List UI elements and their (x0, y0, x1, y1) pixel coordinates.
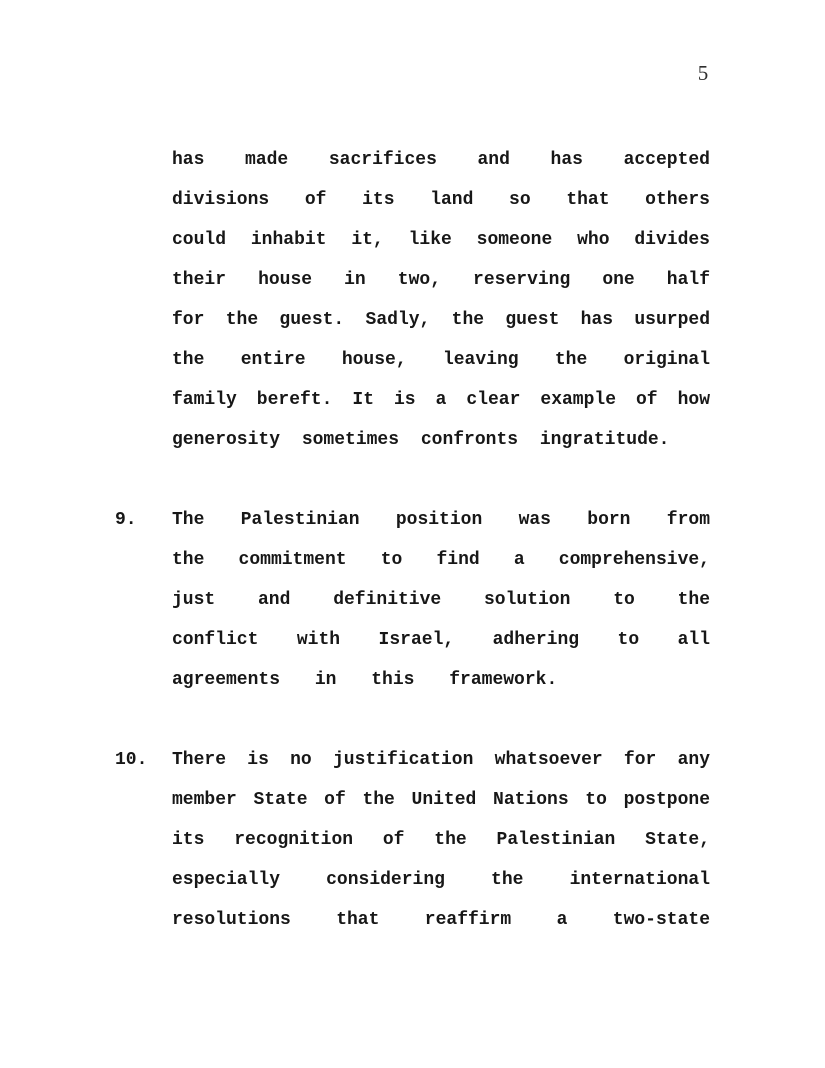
text-line: member State of the United Nations to postpone (172, 790, 710, 810)
text-line: its recognition of the Palestinian State, (172, 830, 710, 850)
text-line: their house in two, reserving one half (172, 270, 710, 290)
text-line: just and definitive solution to the (172, 590, 710, 610)
text-line: could inhabit it, like someone who divides (172, 230, 710, 250)
text-line: the entire house, leaving the original (172, 350, 710, 370)
text-line: The Palestinian position was born from (172, 510, 710, 530)
text-line: agreements in this framework. (172, 670, 558, 690)
item-text (172, 500, 710, 700)
text-line: There is no justification whatsoever for any (172, 750, 710, 770)
text-line: for the guest. Sadly, the guest has usurped (172, 310, 710, 330)
page-number: 5 (697, 61, 709, 85)
item-number: 10. (115, 750, 148, 770)
text-line: especially considering the international (172, 870, 710, 890)
item-text (172, 740, 710, 940)
list-item-9 (115, 500, 710, 700)
list-item-10 (115, 740, 710, 940)
text-line: resolutions that reaffirm a two-state (172, 910, 710, 930)
text-line: conflict with Israel, adhering to all (172, 630, 710, 650)
text-line: family bereft. It is a clear example of how (172, 390, 710, 410)
paragraph-continuation (172, 140, 710, 460)
text-line: generosity sometimes confronts ingratitude. (172, 430, 670, 450)
text-line: has made sacrifices and has accepted (172, 150, 710, 170)
item-number: 9. (115, 510, 137, 530)
text-line: the commitment to find a comprehensive, (172, 550, 710, 570)
text-line: divisions of its land so that others (172, 190, 710, 210)
